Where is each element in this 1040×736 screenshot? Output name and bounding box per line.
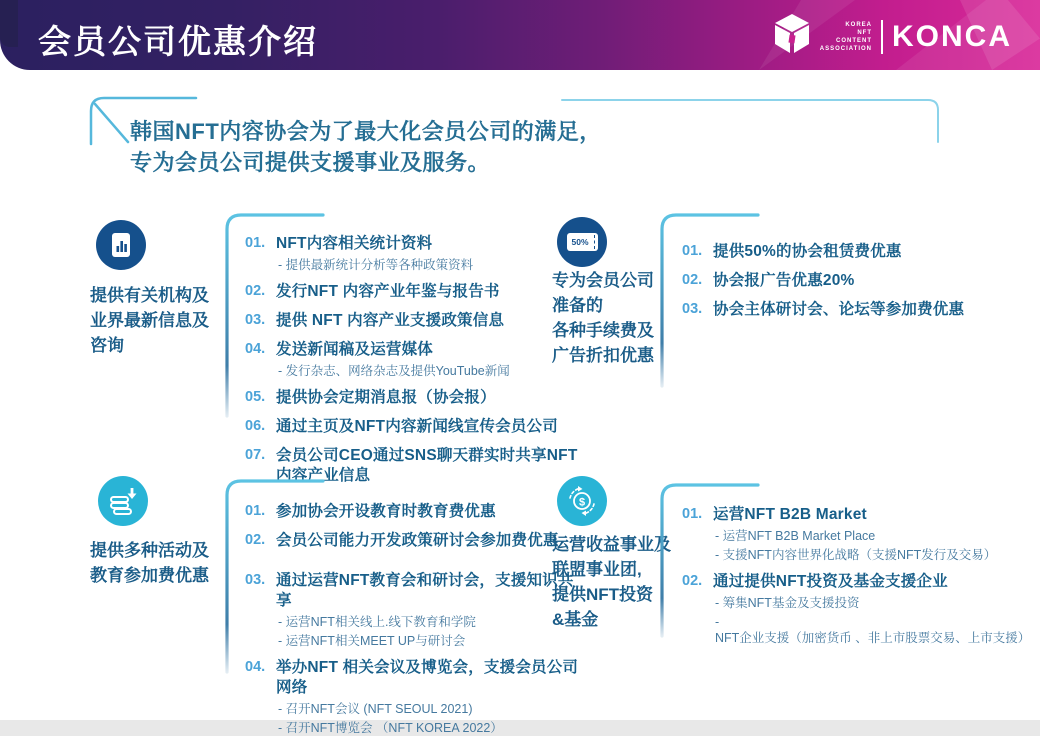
sub-item: - 发行杂志、网络杂志及提供YouTube新闻	[278, 363, 585, 379]
item-text: 提供协会定期消息报（协会报）	[276, 389, 496, 406]
list-item	[682, 271, 1032, 291]
document-chart-icon	[96, 220, 146, 270]
coins-download-icon	[98, 476, 148, 526]
list-item	[245, 571, 585, 611]
ticket-text: 50%	[571, 237, 589, 247]
intro-line-1: 韩国NFT内容协会为了最大化会员公司的满足，	[130, 119, 602, 144]
org-name-lines	[820, 21, 872, 53]
list-item	[245, 417, 585, 437]
svg-text:$: $	[578, 496, 586, 509]
item-text: 通过主页及NFT内容新闻线宣传会员公司	[276, 418, 558, 435]
sub-item: - 召开NFT会议 (NFT SEOUL 2021)	[278, 701, 585, 717]
sub-item: - 运营NFT相关MEET UP与研讨会	[278, 633, 585, 649]
list-item	[245, 311, 585, 331]
org-line: NFT	[857, 29, 872, 36]
list-item	[245, 282, 585, 302]
item-number: 02.	[682, 272, 703, 288]
item-number: 03.	[245, 312, 266, 328]
label-line: 教育参加费优惠	[90, 566, 209, 585]
brand-text: KONCA	[892, 19, 1012, 53]
item-text: 参加协会开设教育时教育费优惠	[276, 503, 496, 520]
item-text: 通过提供NFT投资及基金支援企业	[713, 573, 948, 590]
section-investment-list	[682, 505, 1037, 646]
money-circulation-icon	[557, 476, 607, 526]
item-text: 发送新闻稿及运营媒体	[276, 341, 434, 358]
item-number: 01.	[245, 235, 266, 251]
item-text: 提供 NFT 内容产业支援政策信息	[276, 312, 505, 329]
item-text: 协会报广告优惠20%	[713, 272, 855, 289]
label-line: 准备的	[552, 296, 603, 315]
list-item	[245, 658, 585, 698]
org-line: KOREA	[845, 21, 872, 28]
list-item	[682, 242, 1032, 262]
ticket-perforation	[594, 235, 595, 249]
item-number: 04.	[245, 341, 266, 357]
item-number: 04.	[245, 659, 266, 675]
page-title: 会员公司优惠介绍	[38, 23, 318, 60]
item-number: 01.	[682, 243, 703, 259]
item-number: 06.	[245, 418, 266, 434]
ticket-shape	[567, 233, 598, 251]
label-line: 提供有关机构及	[90, 286, 209, 305]
label-line: &基金	[552, 610, 599, 629]
list-item	[682, 572, 1037, 592]
list-item	[245, 502, 585, 522]
item-number: 03.	[245, 572, 266, 588]
section-education-list	[245, 502, 585, 736]
label-line: 广告折扣优惠	[552, 346, 654, 365]
list-item	[682, 505, 1037, 525]
list-item	[245, 388, 585, 408]
label-line: 咨询	[90, 336, 124, 355]
intro-line-2: 专为会员公司提供支援事业及服务。	[130, 150, 491, 175]
sub-item: - 运营NFT相关线上.线下教育和学院	[278, 614, 585, 630]
org-line: CONTENT	[836, 37, 872, 44]
label-line: 运营收益事业及	[552, 535, 671, 554]
label-line: 各种手续费及	[552, 321, 654, 340]
list-item	[682, 300, 1032, 320]
item-text: 运营NFT B2B Market	[713, 506, 867, 523]
list-item	[245, 234, 585, 254]
discount-ticket-icon	[557, 217, 607, 267]
item-number: 03.	[682, 301, 703, 317]
item-number: 01.	[682, 506, 703, 522]
section-discount-list	[682, 242, 1032, 320]
cube-logo-icon	[773, 13, 811, 60]
header-banner	[0, 0, 1040, 70]
item-number: 07.	[245, 447, 266, 463]
label-line: 联盟事业团,	[552, 560, 642, 579]
sub-item: - 运营NFT B2B Market Place	[715, 528, 1037, 544]
item-text: 通过运营NFT教育会和研讨会，支援知识共享	[276, 572, 574, 609]
list-item	[245, 340, 585, 360]
item-number: 01.	[245, 503, 266, 519]
label-line: 专为会员公司	[552, 271, 654, 290]
item-text: 举办NFT 相关会议及博览会，支援会员公司网络	[276, 659, 579, 696]
section-info-label	[90, 283, 230, 358]
sub-item: - 支援NFT内容世界化战略（支援NFT发行及交易）	[715, 547, 1037, 563]
item-text: NFT内容相关统计资料	[276, 235, 433, 252]
section-info-list	[245, 234, 585, 486]
item-text: 会员公司CEO通过SNS聊天群实时共享NFT内容产业信息	[276, 447, 578, 484]
list-item	[245, 531, 585, 551]
item-text: 提供50%的协会租赁费优惠	[713, 243, 902, 260]
logo-divider	[881, 20, 883, 54]
header-corner-notch	[0, 0, 18, 47]
label-line: 提供NFT投资	[552, 585, 654, 604]
item-number: 02.	[245, 283, 266, 299]
konca-logo	[773, 13, 1012, 60]
section-education-label	[90, 538, 230, 588]
item-text: 协会主体研讨会、论坛等参加费优惠	[713, 301, 965, 318]
sub-item: - 筹集NFT基金及支援投资	[715, 595, 1037, 611]
item-number: 05.	[245, 389, 266, 405]
right-corner-decoration	[560, 96, 942, 144]
item-number: 02.	[682, 573, 703, 589]
label-line: 提供多种活动及	[90, 541, 209, 560]
sub-item: - 提供最新统计分析等各种政策资料	[278, 257, 585, 273]
label-line: 业界最新信息及	[90, 311, 209, 330]
item-text: 发行NFT 内容产业年鉴与报告书	[276, 283, 500, 300]
org-line: ASSOCIATION	[819, 45, 872, 52]
sub-item: - 召开NFT博览会 （NFT KOREA 2022）	[278, 720, 585, 736]
item-text: 会员公司能力开发政策研讨会参加费优惠	[276, 532, 559, 549]
intro-statement	[130, 116, 602, 178]
item-number: 02.	[245, 532, 266, 548]
sub-item: - NFT企业支援（加密货币 、非上市股票交易、上市支援）	[715, 614, 1037, 646]
